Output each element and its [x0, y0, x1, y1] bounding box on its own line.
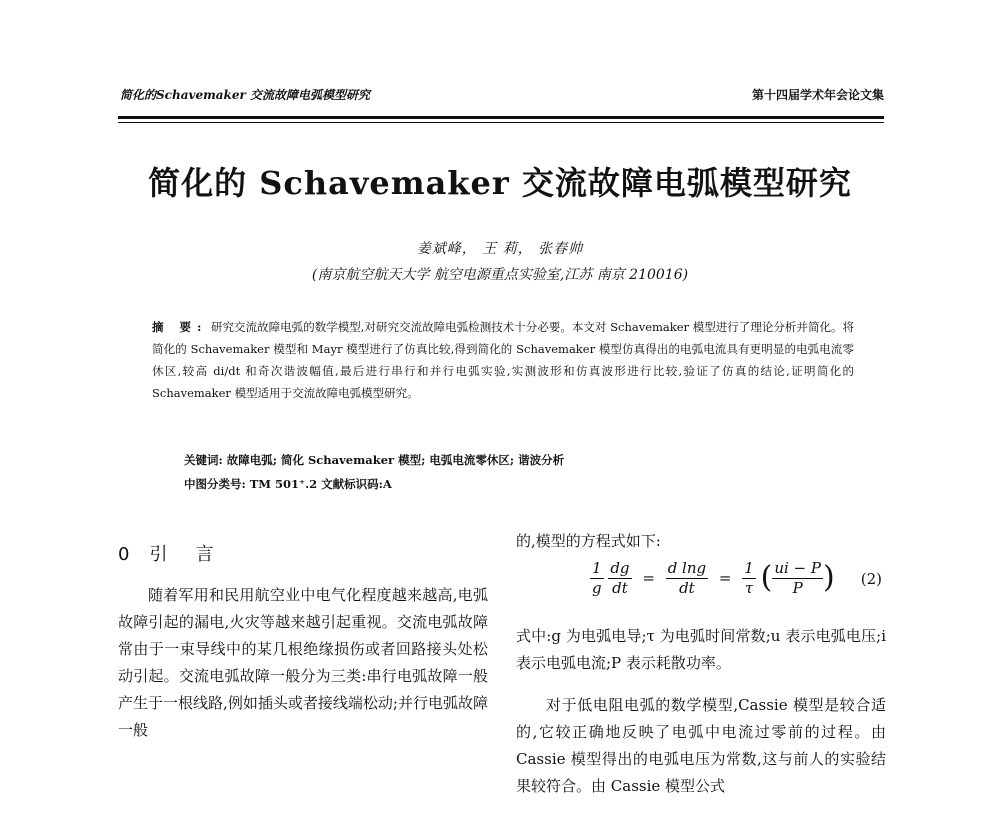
where-text: 式中:g 为电弧电导;τ 为电弧时间常数;u 表示电弧电压;i 表示电弧电流;P 表示耗散功率。: [516, 627, 886, 672]
classification: 中图分类号: TM 501⁺.2 文献标识码:A: [184, 477, 392, 491]
section-heading: [118, 540, 215, 566]
authors: 姜斌峰， 王 莉， 张春帅: [416, 241, 584, 257]
equation-2: $\frac{1}{g}$ $\frac{dg}{dt}$ = $\frac{\text{d lng}}{dt}$ = $\frac{1}{\tau}$ ( $\frac{ui - P}{P}$ ) (2): [591, 558, 882, 597]
abstract: [152, 316, 854, 404]
equation-number: (2): [860, 570, 882, 588]
right-column: [516, 608, 886, 815]
abstract-text: 研究交流故障电弧的数学模型,对研究交流故障电弧检测技术十分必要。本文对 Schavemaker 模型进行了理论分析并简化。将简化的 Schavemaker 模型和 Mayr 模型进行了仿真比较,得到简化的 Schavemaker 模型仿真得出的电弧电流具有更明显的电弧电流零休区,较高 di/dt 和奇次谐波幅值,最后进行串行和并行电弧实验,实测波形和仿真波形进行比较,验证了仿真的结论,证明简化的 Schavemaker 模型适用于交流故障电弧模型研究。: [152, 320, 855, 400]
right-column-intro: [516, 528, 886, 555]
eq-frac-1: $\frac{1}{g}$: [591, 558, 602, 597]
equation-intro: 的,模型的方程式如下:: [516, 532, 661, 550]
header-rule-thick: [118, 116, 884, 119]
section-title-char-1: 引: [149, 544, 170, 565]
section-title-char-2: 言: [195, 544, 216, 565]
cassie-paragraph: 对于低电阻电弧的数学模型,Cassie 模型是较合适的,它较正确地反映了电弧中电流过零前的过程。由 Cassie 模型得出的电弧电压为常数,这与前人的实验结果较符合。由 Cassie 模型公式: [516, 696, 886, 795]
abstract-label: 摘 要:: [152, 320, 208, 334]
eq-frac-3: $\frac{\text{d lng}}{dt}$: [667, 558, 707, 597]
running-title: 简化的Schavemaker 交流故障电弧模型研究: [120, 88, 371, 102]
paper-title: 简化的 Schavemaker 交流故障电弧模型研究: [148, 164, 852, 202]
eq-frac-5: $\frac{ui - P}{P}$: [774, 558, 821, 597]
eq-frac-2: $\frac{dg}{dt}$: [610, 558, 630, 597]
journal-name: 第十四届学术年会论文集: [751, 88, 884, 102]
intro-paragraph: 随着军用和民用航空业中电气化程度越来越高,电弧故障引起的漏电,火灾等越来越引起重视。交流电弧故障常由于一束导线中的某几根绝缘损伤或者回路接头处松动引起。交流电弧故障一般分为三类:串行电弧故障一般产生于一根线路,例如插头或者接线端松动;并行电弧故障一般: [118, 586, 488, 739]
section-number: 0: [118, 544, 132, 565]
header-rule-thin: [118, 122, 884, 123]
left-column: [118, 582, 488, 744]
eq-frac-4: $\frac{1}{\tau}$: [744, 558, 754, 597]
keywords: 关键词: 故障电弧; 简化 Schavemaker 模型; 电弧电流零休区; 谐波分析: [184, 453, 565, 467]
affiliation: (南京航空航天大学 航空电源重点实验室,江苏 南京 210016): [311, 267, 689, 283]
